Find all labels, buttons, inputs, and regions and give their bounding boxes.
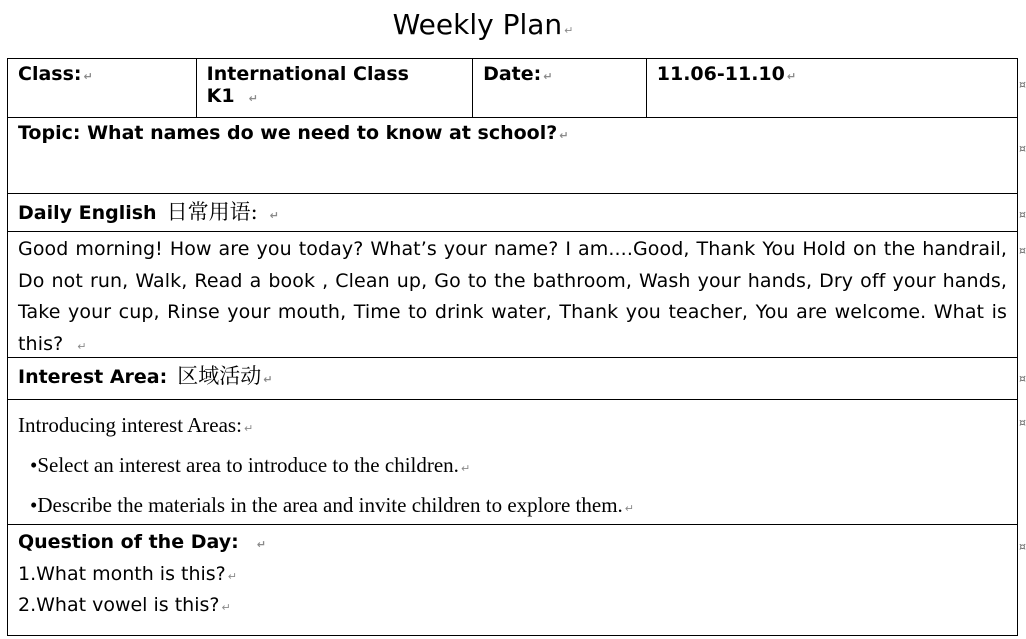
daily-english-label: Daily English	[18, 202, 157, 224]
list-item	[18, 448, 1007, 488]
paragraph-mark-icon: ↵	[564, 24, 574, 37]
daily-english-label-cn: 日常用语:	[166, 200, 258, 224]
date-value-cell[interactable]	[646, 59, 1017, 117]
date-label-cell[interactable]	[472, 59, 646, 117]
topic-row[interactable]	[7, 118, 1018, 194]
paragraph-mark-icon: ↵	[248, 92, 258, 105]
paragraph-mark-icon: ↵	[243, 422, 254, 435]
paragraph-mark-icon: ↵	[543, 70, 553, 83]
class-value-cell[interactable]	[196, 59, 472, 117]
intro-heading-line	[18, 408, 1007, 448]
qotd-label: Question of the Day:	[18, 531, 239, 553]
class-value: International Class K1	[206, 63, 409, 107]
paragraph-mark-icon: ↵	[624, 502, 635, 515]
row-end-mark-icon: ¤	[1019, 416, 1026, 429]
class-label: Class:	[18, 63, 82, 85]
paragraph-mark-icon: ↵	[460, 462, 471, 475]
interest-area-label-cn: 区域活动	[177, 364, 262, 388]
interest-area-content[interactable]	[7, 400, 1018, 525]
intro-heading: Introducing interest Areas:	[18, 413, 242, 437]
daily-english-text: Good morning! How are you today? What’s your name? I am....Good, Thank You Hold on the handrail, Do not run, Walk, Read a book , Clean up, Go to the bathroom, Wash your hands, Dry off your hands, Take your cup, Rinse your mouth, Time to drink water, Thank you teacher, You are welcome. What is this?	[18, 238, 1007, 355]
header-row	[7, 58, 1018, 118]
question-of-the-day-row[interactable]	[7, 525, 1018, 636]
list-item	[18, 488, 1007, 528]
daily-english-row[interactable]	[7, 194, 1018, 232]
topic-text: Topic: What names do we need to know at school?	[18, 122, 558, 144]
daily-english-content[interactable]	[7, 232, 1018, 358]
list-item	[18, 590, 1007, 622]
paragraph-mark-icon: ↵	[227, 569, 237, 583]
row-end-mark-icon: ¤	[1019, 142, 1026, 155]
bullet-text: •Describe the materials in the area and invite children to explore them.	[30, 493, 623, 517]
title-text: Weekly Plan	[392, 8, 563, 41]
weekly-plan-table	[7, 58, 1018, 636]
paragraph-mark-icon: ↵	[786, 70, 797, 83]
interest-area-label: Interest Area:	[18, 366, 168, 388]
question-text: 2.What vowel is this?	[18, 594, 220, 616]
date-value: 11.06-11.10	[656, 63, 785, 85]
date-label: Date:	[483, 63, 542, 85]
row-end-mark-icon: ¤	[1019, 244, 1026, 257]
class-label-cell[interactable]	[8, 59, 196, 117]
paragraph-mark-icon: ↵	[77, 339, 87, 353]
paragraph-mark-icon: ↵	[83, 70, 93, 83]
qotd-heading-line	[18, 527, 1007, 559]
row-end-mark-icon: ¤	[1019, 372, 1026, 385]
paragraph-mark-icon: ↵	[256, 538, 266, 551]
paragraph-mark-icon: ↵	[221, 601, 231, 614]
paragraph-mark-icon: ↵	[263, 373, 273, 386]
list-item	[18, 559, 1007, 591]
row-end-mark-icon: ¤	[1019, 540, 1026, 553]
paragraph-mark-icon: ↵	[269, 209, 279, 222]
interest-area-row[interactable]	[7, 358, 1018, 400]
document-title	[0, 8, 966, 41]
row-end-mark-icon: ¤	[1019, 208, 1026, 221]
bullet-text: •Select an interest area to introduce to the children.	[30, 453, 459, 477]
paragraph-mark-icon: ↵	[559, 129, 569, 142]
question-text: 1.What month is this?	[18, 562, 226, 585]
row-end-mark-icon: ¤	[1019, 78, 1026, 91]
row-end-marks	[1019, 0, 1024, 639]
